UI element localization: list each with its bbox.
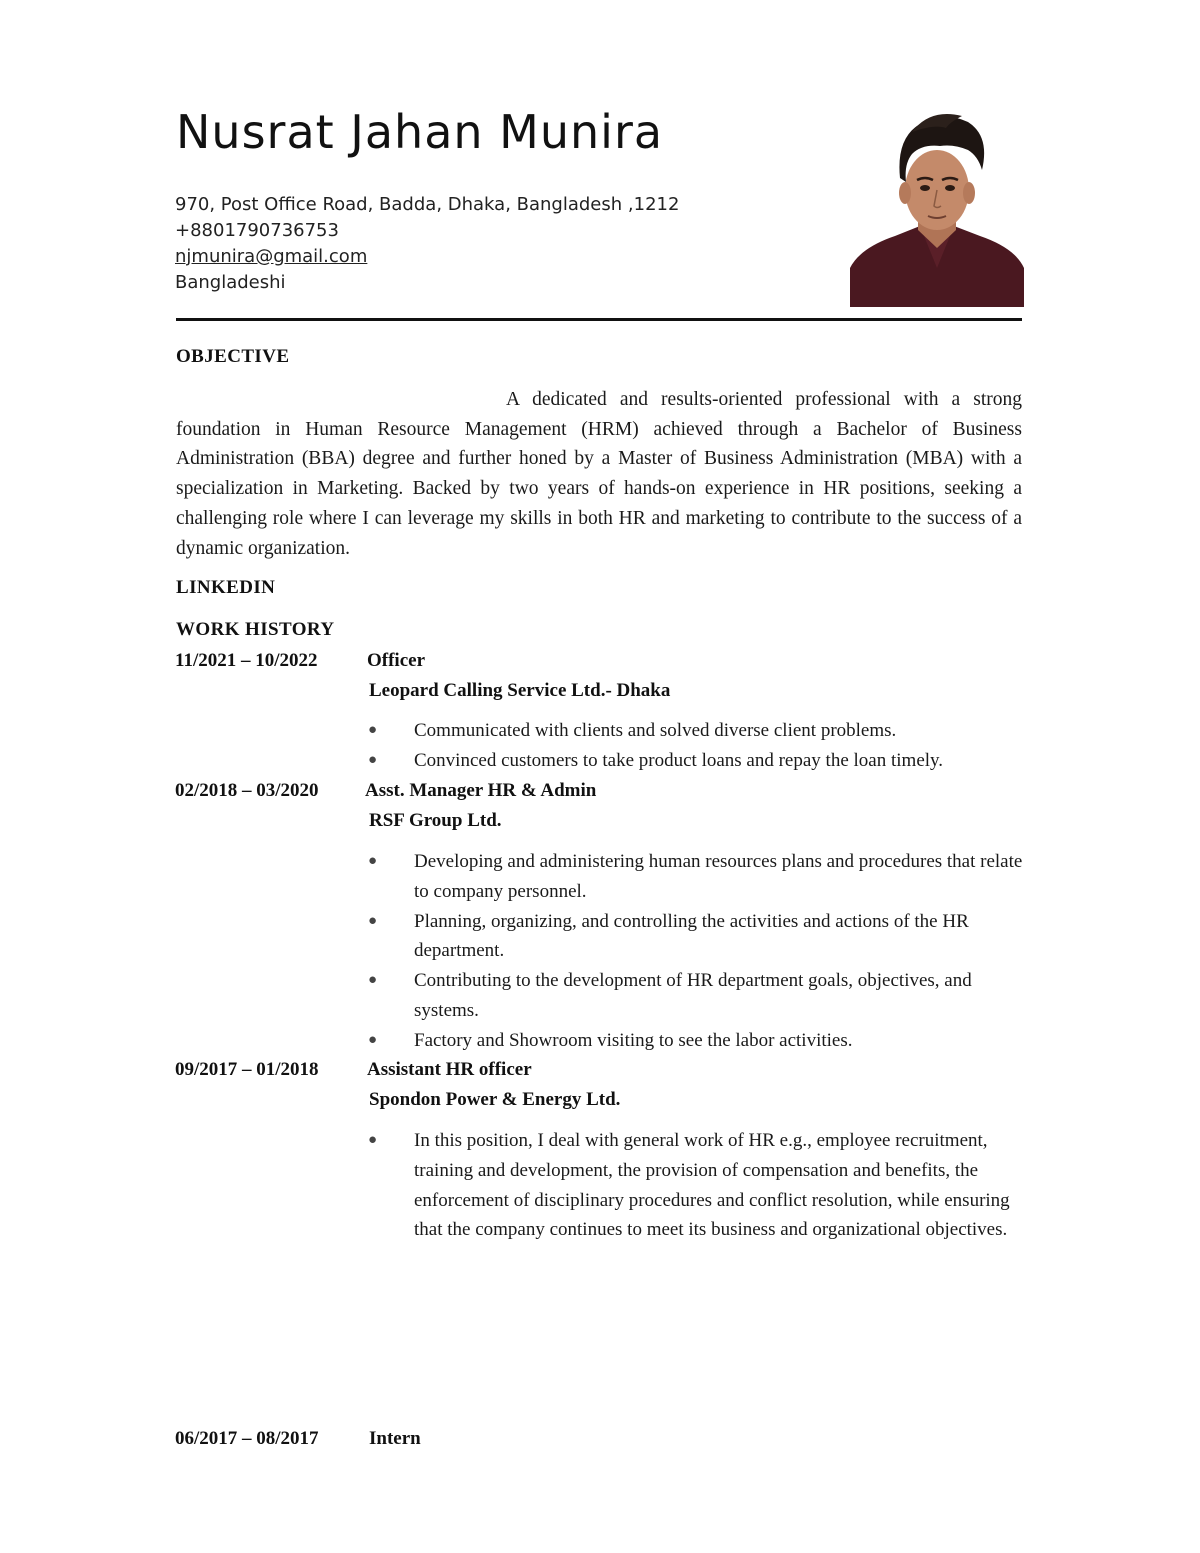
list-item: ● Convinced customers to take product loans and repay the loan timely. [368,746,1028,776]
work-history-heading: WORK HISTORY [176,619,335,640]
job-role: Assistant HR officer [367,1059,532,1080]
bullet-icon: ● [368,972,378,989]
linkedin-heading: LINKEDIN [176,577,276,598]
list-item: ● Developing and administering human resources plans and procedures that relate to company personnel. [368,847,1028,907]
bullet-icon: ● [368,912,378,929]
contact-block [175,192,679,296]
phone: +8801790736753 [175,220,339,241]
bullet-icon: ● [368,722,378,738]
list-item: ● Communicated with clients and solved diverse client problems. [368,716,1028,746]
job-bullets [368,1126,1028,1245]
job-dates: 11/2021 – 10/2022 [175,650,318,671]
profile-photo [850,108,1024,307]
bullet-icon: ● [368,853,378,869]
job-bullets [368,716,1028,776]
job-role: Intern [369,1428,421,1449]
job-role: Asst. Manager HR & Admin [365,780,597,801]
list-item: ● In this position, I deal with general work of HR e.g., employee recruitment, training and development, the provision of compensation and benefits, the enforcement of disciplinary procedures and conflict resolution, while ensuring that the company continues to meet its business and organizational objectives. [368,1126,1028,1245]
list-item: ● Factory and Showroom visiting to see the labor activities. [368,1026,1028,1056]
job-company: Leopard Calling Service Ltd.- Dhaka [369,680,671,701]
job-company: Spondon Power & Energy Ltd. [369,1089,621,1110]
job-dates: 02/2018 – 03/2020 [175,780,319,801]
bullet-icon: ● [368,751,378,768]
list-item: ● Contributing to the development of HR department goals, objectives, and systems. [368,966,1028,1026]
header-divider [176,318,1022,321]
bullet-icon: ● [368,1031,378,1048]
nationality: Bangladeshi [175,272,286,293]
objective-heading: OBJECTIVE [176,346,290,367]
job-dates: 09/2017 – 01/2018 [175,1059,319,1080]
job-bullets [368,847,1028,1056]
address: 970, Post Office Road, Badda, Dhaka, Bangladesh ,1212 [175,194,680,215]
job-company: RSF Group Ltd. [369,810,502,831]
bullet-icon: ● [368,1132,378,1148]
list-item: ● Planning, organizing, and controlling the activities and actions of the HR department. [368,907,1028,967]
candidate-name: Nusrat Jahan Munira [176,105,664,159]
objective-text: A dedicated and results-oriented professional with a strong foundation in Human Resource Management (HRM) achieved through a Bachelor of Business Administration (BBA) degree and further honed by a Master of Business Administration (MBA) with a specialization in Marketing. Backed by two years of hands-on experience in HR positions, seeking a challenging role where I can leverage my skills in both HR and marketing to contribute to the success of a dynamic organization. [176,389,1022,559]
job-role: Officer [367,650,426,671]
job-dates: 06/2017 – 08/2017 [175,1428,319,1449]
email-link[interactable]: njmunira@gmail.com [175,246,368,267]
